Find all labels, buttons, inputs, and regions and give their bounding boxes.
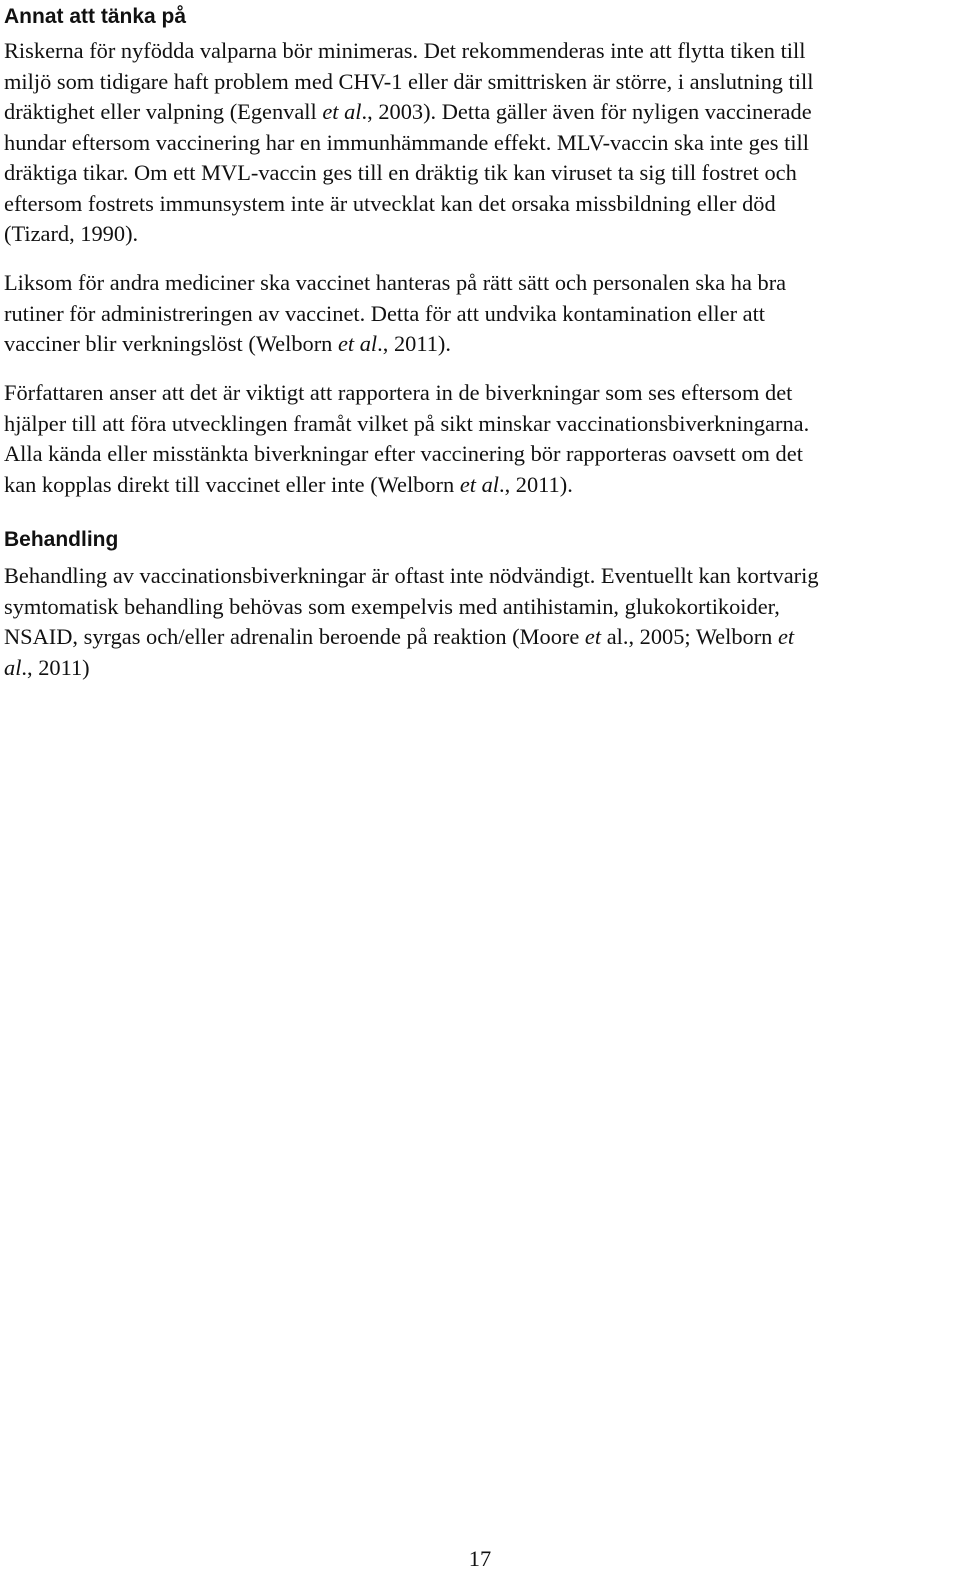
text-line: rutiner för administreringen av vaccinet. Detta för att undvika kontamination eller att (4, 300, 766, 326)
citation-et: et (584, 624, 602, 649)
text-line: al., 2011) (4, 654, 90, 680)
text-line: vacciner blir verkningslöst (Welborn et al., 2011). (4, 331, 451, 356)
text-line: eftersom fostrets immunsystem inte är utvecklat kan det orsaka missbildning eller död (4, 190, 776, 216)
text-line: hjälper till att föra utvecklingen framåt vilket på sikt minskar vaccinationsbiverkningarna. (4, 410, 810, 436)
paragraph-rapportering (4, 378, 944, 500)
page-number: 17 (468, 1546, 492, 1571)
section-heading-behandling: Behandling (4, 528, 119, 551)
citation-et-al: et al (322, 99, 362, 124)
section-heading-annat-att-tanka-pa: Annat att tänka på (4, 5, 187, 28)
text-line: kan kopplas direkt till vaccinet eller inte (Welborn et al., 2011). (4, 471, 573, 497)
text-line: Alla kända eller misstänkta biverkningar efter vaccinering bör rapporteras oavsett om det (4, 441, 803, 466)
paragraph-risker-valpar (4, 36, 944, 250)
text-line: hundar eftersom vaccinering har en immunhämmande effekt. MLV-vaccin ska inte ges till (4, 129, 809, 155)
text-line: Författaren anser att det är viktigt att rapportera in de biverkningar som ses eftersom det (4, 380, 793, 405)
text-line: Behandling av vaccinationsbiverkningar är oftast inte nödvändigt. Eventuellt kan kortvarig (4, 563, 819, 588)
text-line: dräktighet eller valpning (Egenvall et al., 2003). Detta gäller även för nyligen vaccinerade (4, 99, 812, 124)
paragraph-hantering-vaccin (4, 268, 944, 360)
citation-et-al: et al (337, 331, 378, 356)
text-line: Liksom för andra mediciner ska vaccinet hanteras på rätt sätt och personalen ska ha bra (4, 270, 787, 295)
text-line: miljö som tidigare haft problem med CHV-1 eller där smittrisken är större, i anslutning till (4, 68, 814, 94)
text-line: symtomatisk behandling behövas som exempelvis med antihistamin, glukokortikoider, (4, 593, 780, 619)
text-line: (Tizard, 1990). (4, 221, 139, 246)
citation-et: et (777, 624, 795, 649)
citation-et-al: et al (459, 471, 499, 497)
text-line: Riskerna för nyfödda valparna bör minimeras. Det rekommenderas inte att flytta tiken till (4, 38, 806, 63)
paragraph-behandling (4, 561, 944, 683)
text-line: NSAID, syrgas och/eller adrenalin beroende på reaktion (Moore et al., 2005; Welborn et (4, 624, 795, 649)
text-line: dräktiga tikar. Om ett MVL-vaccin ges till en dräktig tik kan viruset ta sig till fostret och (4, 160, 797, 185)
citation-al: al (4, 654, 22, 680)
